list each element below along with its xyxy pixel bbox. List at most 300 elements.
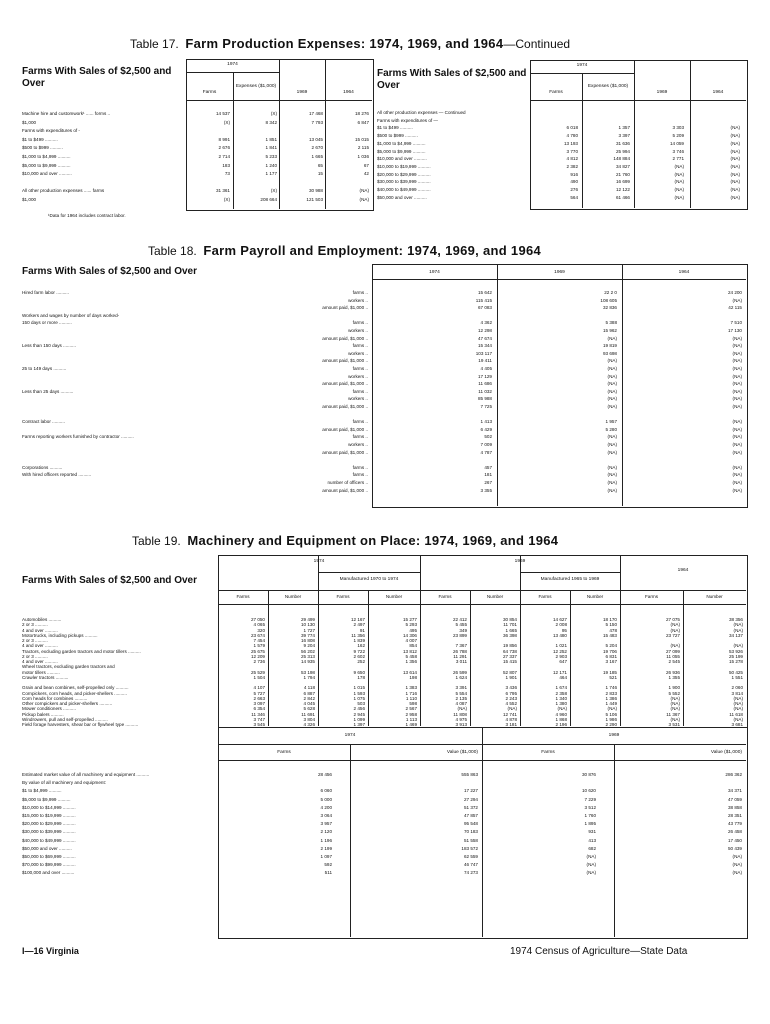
table19-value-row-label: $50,000 to $69,999 .......... <box>22 854 76 859</box>
table17-left-1964: (NA) <box>359 188 369 194</box>
table17-right-row-label: All other production expenses — Continued <box>377 110 466 115</box>
table19-cell: 2 358 <box>555 690 567 696</box>
table18-row-unit: amount paid, $1,000 .. <box>322 449 368 455</box>
table18-1974: 11 032 <box>478 388 492 394</box>
table17-right-expenses: 61 466 <box>615 194 630 200</box>
table18-1964: (NA) <box>732 449 742 455</box>
table19-cell: 26 936 <box>665 669 680 675</box>
table19-cell: 27 099 <box>665 648 680 654</box>
rule <box>420 555 421 726</box>
table19-cell: 647 <box>559 659 567 664</box>
table19-cell: 2 833 <box>605 690 617 696</box>
table19-cell: 15 415 <box>502 659 517 664</box>
table18-row-unit: workers .. <box>348 350 368 356</box>
table19-col-header: Number <box>706 594 723 599</box>
table19-cell: 11 055 <box>666 653 680 659</box>
table19-value-amount-1974: 183 572 <box>461 845 478 851</box>
table17-left-expenses: 5 233 <box>265 154 277 159</box>
table19-col-header: Farms <box>644 594 658 599</box>
table19-cell: 1 901 <box>505 674 517 680</box>
table19-cell: 4 878 <box>505 716 517 722</box>
table19-cell: 9 650 <box>353 669 365 675</box>
table19-cell: 2 008 <box>555 622 567 628</box>
table17-right-col-farms: Farms <box>549 90 563 95</box>
table17-left-col-1969: 1969 <box>296 90 308 95</box>
table19-cell: 15 277 <box>402 617 417 622</box>
table19-cell: (NA) <box>457 706 467 712</box>
table17-left-expenses: 1 177 <box>265 171 277 177</box>
table19-cell: 4 960 <box>555 711 567 717</box>
table18-1969: (NA) <box>607 442 617 447</box>
table19-value-row-label: $30,000 to $39,999 .......... <box>22 829 76 835</box>
table17-right-1969: 5 209 <box>672 133 684 139</box>
table19-cell: 23 899 <box>452 632 467 638</box>
table17-right-row-label: $1,000 to $4,999 .......... <box>377 140 426 146</box>
table19-cell: 2 842 <box>303 695 315 701</box>
table19-cell: 5 455 <box>455 622 467 628</box>
table17-left-farms: 14 537 <box>215 111 230 116</box>
table19-cell: 26 599 <box>452 669 467 675</box>
table19-value-amt-1974: Value ($1,000) <box>446 750 478 755</box>
table18-1969: (NA) <box>607 388 617 394</box>
table19-value-farms-1974: 2 120 <box>320 829 332 835</box>
table19-cell: 2 135 <box>455 695 467 701</box>
table17-left-stub-heading: Farms With Sales of $2,500 and Over <box>22 66 172 89</box>
table19-cell: 1 839 <box>353 638 365 643</box>
table19-cell: 1 716 <box>405 690 417 696</box>
table19-cell: (NA) <box>733 701 743 706</box>
table19-value-amount-1974: 62 559 <box>463 854 478 859</box>
table17-left-row-label: $1 to $499 .......... <box>22 136 58 142</box>
table17-left-farms: (X) <box>223 119 230 125</box>
table19-value-row-label: $70,000 to $99,999 .......... <box>22 862 76 868</box>
table19-cell: 521 <box>609 674 617 680</box>
table19-value-amt-1969: Value ($1,000) <box>710 750 742 755</box>
table18-1969: 108 605 <box>600 297 617 303</box>
table17-right-expenses: 3 397 <box>618 133 630 139</box>
table17-left-farms: 31 361 <box>215 188 230 194</box>
table19-cell: 2 497 <box>353 622 365 628</box>
table18-1964: (NA) <box>732 350 742 356</box>
table17-right-1969: (NA) <box>674 171 684 177</box>
table19-stub-heading: Farms With Sales of $2,500 and Over <box>22 575 197 586</box>
table18-row-unit: workers .. <box>348 328 368 333</box>
table17-heading: Farm Production Expenses: 1974, 1969, and 1964 <box>185 36 504 51</box>
table18-1974: 181 <box>484 472 492 478</box>
table19-value-farms-1974: 3 957 <box>320 821 332 827</box>
table19-value-row-label: $100,000 and over .......... <box>22 870 75 876</box>
table18-row-unit: farms .. <box>352 388 368 394</box>
table18-1964: (NA) <box>732 381 742 387</box>
table17-right-1969: (NA) <box>674 194 684 200</box>
table19-cell: 1 356 <box>405 659 417 664</box>
table19-cell: (NA) <box>607 706 617 712</box>
table17-left-1964: 18 276 <box>354 111 369 116</box>
table19-row-label: Tractors, excluding garden tractors and motor tillers .......... <box>22 648 141 654</box>
table19-cell: 1 015 <box>353 685 365 691</box>
table19-cell: 5 458 <box>405 653 417 659</box>
table19-cell: (NA) <box>670 706 680 712</box>
table19-value-amount-1974: 74 273 <box>463 870 478 876</box>
table18-1969: (NA) <box>607 396 617 402</box>
table18-1969: 93 698 <box>602 350 617 356</box>
table17-left-farms: 8 991 <box>218 136 230 142</box>
table17-right-row-label: $10,000 and over .......... <box>377 156 427 162</box>
table19-cell: (NA) <box>733 706 743 712</box>
table19-cell: 2 545 <box>668 659 680 664</box>
table17-left-1969: 1 665 <box>311 154 323 159</box>
table18-heading: Farm Payroll and Employment: 1974, 1969, and 1964 <box>203 243 542 258</box>
table17-left-row-label: $5,000 to $9,999 .......... <box>22 162 71 168</box>
table19-row-label: Automobiles .......... <box>22 617 62 622</box>
table18-1969: 5 388 <box>605 320 617 326</box>
table17-left-expenses: (X) <box>270 188 277 194</box>
table19-cell: 854 <box>409 643 417 649</box>
table18-1974: 7 725 <box>480 404 492 409</box>
table19-cell: 4 065 <box>253 622 265 628</box>
table19-cell: 23 727 <box>665 632 680 638</box>
table19-value-row-label: $40,000 to $49,999 .......... <box>22 837 76 843</box>
table19-cell: 25 529 <box>250 669 265 675</box>
table19-cell: 1 900 <box>668 685 680 691</box>
table18-1974: 11 686 <box>478 381 492 387</box>
table17-right-row-label: Farms with expenditures of — <box>377 117 439 123</box>
table19-value-farms-1969: 931 <box>588 829 596 835</box>
table19-cell: 464 <box>559 674 567 680</box>
table18-1974: 457 <box>484 464 492 470</box>
table19-value-row-label: Estimated market value of all machinery and equipment .......... <box>22 772 150 777</box>
table19-value-amount-1974: 17 227 <box>463 788 478 794</box>
table18-col-1974: 1974 <box>429 270 440 275</box>
table18-1974: 3 355 <box>480 487 492 493</box>
table18-row-label: 25 to 149 days .......... <box>22 366 67 371</box>
table17-right-year: 1974 <box>576 63 588 68</box>
table19-cell: 5 628 <box>303 706 315 712</box>
table19-cell: 3 814 <box>731 690 743 696</box>
table19-value-amount-1969: 28 351 <box>727 813 742 818</box>
table19-value-farms-1969: 10 620 <box>581 788 596 794</box>
table18-row-unit: workers .. <box>348 442 368 447</box>
table19-cell: 3 181 <box>505 722 517 727</box>
table17-right-row-label: $5,000 to $9,999 .......... <box>377 148 426 154</box>
table19-cell: 1 340 <box>555 695 567 701</box>
table19-cell: 7 367 <box>455 643 467 649</box>
rule <box>620 555 621 726</box>
table19-row-label: 2 or 3 .......... <box>22 653 48 659</box>
table18-1964: (NA) <box>732 388 742 394</box>
table18-1964: (NA) <box>732 404 742 409</box>
table19-cell: 27 050 <box>250 617 265 622</box>
table18-row-unit: farms .. <box>352 343 368 349</box>
table19-label: Table 19. <box>132 534 181 548</box>
table17-right-1964: (NA) <box>730 148 740 154</box>
table19-cell: 50 425 <box>728 669 743 675</box>
table19-value-farms-1969: 682 <box>588 845 596 851</box>
table19-cell: (NA) <box>670 716 680 722</box>
table19-cell: 1 397 <box>353 722 365 727</box>
table19-row-label: motor tillers .......... <box>22 669 60 675</box>
table19-cell: 4 007 <box>405 638 417 643</box>
table17-right-farms: 564 <box>570 194 578 200</box>
table19-cell: 12 209 <box>250 653 265 659</box>
table17-left-1969: 65 <box>317 162 323 168</box>
table18-1964: (NA) <box>732 442 742 447</box>
table19-row-label: 4 and over .......... <box>22 627 58 633</box>
table17-left-expenses: 1 240 <box>265 162 277 168</box>
table19-cell: 503 <box>357 701 365 706</box>
table18-1964: (NA) <box>732 434 742 440</box>
table18-row-unit: farms .. <box>352 472 368 478</box>
table17-left-farms: 73 <box>224 171 230 177</box>
table17-right-farms: 6 018 <box>566 125 578 131</box>
table19-cell: 2 290 <box>605 722 617 727</box>
table19-cell: 1 075 <box>353 695 365 701</box>
table17-right-farms: 4 812 <box>566 156 578 162</box>
table17-right-farms: 4 780 <box>566 133 578 139</box>
table17-right-farms: 276 <box>570 187 578 192</box>
table19-cell: (NA) <box>670 622 680 628</box>
table19-row-label: Grain and bean combines, self-propelled only .......... <box>22 685 129 691</box>
table18-1974: 103 117 <box>475 350 492 356</box>
table17-footnote: ¹Data for 1964 includes contract labor. <box>48 213 126 218</box>
table18-1964: 24 200 <box>727 290 742 295</box>
table17-left-farms: 183 <box>222 162 230 168</box>
table17-continued: —Continued <box>503 37 571 51</box>
table19-value-row-label: By value of all machinery and equipment: <box>22 780 107 786</box>
table19-cell: 3 436 <box>505 685 517 691</box>
table19-cell: 10 130 <box>300 622 315 628</box>
rule <box>279 59 280 209</box>
table19-cell: 36 398 <box>502 632 517 638</box>
table17-right-expenses: 34 827 <box>615 163 630 169</box>
table19-cell: 6 887 <box>303 690 315 696</box>
table19-cell: 2 663 <box>253 695 265 701</box>
table19-value-farms-1974: 28 456 <box>317 772 332 777</box>
table19-cell: 3 097 <box>253 701 265 706</box>
table19-cell: 2 196 <box>555 722 567 727</box>
table19-cell: 1 380 <box>555 701 567 706</box>
table17-left-1964: 6 847 <box>357 119 369 125</box>
table19-col-header: Number <box>586 594 604 599</box>
table19-cell: (NA) <box>670 643 680 649</box>
table17-left-row-label: $10,000 and over .......... <box>22 171 72 177</box>
table19-cell: 1 099 <box>353 716 365 722</box>
table18-1969: (NA) <box>607 464 617 470</box>
table18-1969: (NA) <box>607 358 617 364</box>
table17-left-1964: 15 015 <box>354 136 369 142</box>
table17-right-1964: (NA) <box>730 140 740 146</box>
table19-cell: 4 118 <box>303 685 315 691</box>
table18-1964: (NA) <box>732 396 742 402</box>
table18-1964: (NA) <box>732 366 742 371</box>
table19-cell: (NA) <box>507 706 517 712</box>
table18-1969: (NA) <box>607 487 617 493</box>
table17-right-row-label: $30,000 to $39,999 .......... <box>377 179 431 185</box>
table19-cell: (NA) <box>670 701 680 706</box>
table19-cell: 25 199 <box>728 653 743 659</box>
table17-right-expenses: 21 760 <box>615 171 630 177</box>
rule <box>570 590 571 726</box>
table19-cell: 5 293 <box>405 622 417 628</box>
table17-right-1969: 3 746 <box>672 148 684 154</box>
table19-cell: 3 531 <box>668 722 680 727</box>
table19-cell: 53 926 <box>728 648 743 654</box>
table19-cell: 4 326 <box>303 722 315 727</box>
table19-value-row-label: $1 to $4,999 .......... <box>22 788 62 794</box>
page-footer-right: 1974 Census of Agriculture—State Data <box>510 946 688 957</box>
table17-label: Table 17. <box>130 37 179 51</box>
table17-right-col-1969: 1969 <box>656 90 668 95</box>
table19-cell: 13 812 <box>402 648 417 654</box>
table17-left-farms: 2 714 <box>218 154 230 159</box>
table17-right-col-expenses: Expenses ($1,000) <box>587 84 629 89</box>
table19-value-farms-1974: 3 064 <box>320 813 332 818</box>
table19-cell: 12 741 <box>502 711 517 717</box>
table19-cell: 178 <box>357 674 365 680</box>
table19-col-header: Number <box>284 594 302 599</box>
table18-1969: 15 962 <box>602 328 617 333</box>
table18-1974: 267 <box>484 480 492 485</box>
table18-1964: (NA) <box>732 487 742 493</box>
table19-value-amount-1969: 47 059 <box>727 796 742 802</box>
table19-cell: 11 618 <box>729 711 743 717</box>
table19-col-header: Number <box>486 594 504 599</box>
table19-cell: 16 808 <box>300 638 315 643</box>
table19-value-amount-1974: 51 372 <box>463 804 478 810</box>
table18-1974: 4 405 <box>480 366 492 371</box>
table19-cell: 1 746 <box>605 685 617 691</box>
table17-right-1964: (NA) <box>730 125 740 131</box>
table19-row-label: Field forage harvesters, shear bar or flywheel type .......... <box>22 722 139 727</box>
table19-value-farms-1969: (NA) <box>586 854 596 859</box>
table19-value-farms-1969: 1 760 <box>584 813 596 818</box>
table19-col-header: Farms <box>336 594 350 599</box>
table17-left-col-1964: 1964 <box>343 90 354 95</box>
table18-row-label: Corporations .......... <box>22 464 63 470</box>
table19-cell: 1 593 <box>353 690 365 696</box>
table19-col-header: Farms <box>438 594 452 599</box>
table19-cell: 495 <box>409 627 417 633</box>
table17-right-farms: 2 382 <box>566 163 578 169</box>
rule <box>497 264 498 506</box>
table19-value-farms-1974: 6 060 <box>320 788 332 794</box>
table18-1964: 42 115 <box>728 305 742 311</box>
table17-right-1964: (NA) <box>730 156 740 162</box>
table19-value-farms-1974: 4 200 <box>320 804 332 810</box>
table19-cell: 11 701 <box>503 622 517 628</box>
table19-cell: 18 170 <box>602 617 617 622</box>
table19-cell: 162 <box>357 643 365 649</box>
table19-cell: 11 367 <box>666 711 680 717</box>
table19-cell: (NA) <box>670 627 680 633</box>
table18-1964: (NA) <box>732 480 742 485</box>
table18-row-unit: amount paid, $1,000 .. <box>322 404 368 409</box>
table19-cell: 1 021 <box>555 643 567 649</box>
rule <box>520 572 620 573</box>
table18-1974: 4 787 <box>480 449 492 455</box>
table18-row-label: Workers and wages by number of days worked- <box>22 312 120 318</box>
table19-value-amount-1974: 51 558 <box>463 837 478 843</box>
table19-col-1969: 1969 <box>514 559 526 564</box>
table19-cell: 19 185 <box>602 669 617 675</box>
table19-row-label: Other cornpickers and picker-shellers .......... <box>22 701 113 706</box>
table19-col-header: Number <box>385 594 403 599</box>
table17-left-row-label: $1,000 <box>22 119 37 125</box>
table19-value-amount-1974: 47 857 <box>463 813 478 818</box>
table18-1969: (NA) <box>607 335 617 341</box>
table19-value-row-label: $20,000 to $29,999 .......... <box>22 821 76 827</box>
table19-cell: (NA) <box>557 706 567 712</box>
table19-title <box>132 533 558 548</box>
table18-1969: (NA) <box>607 381 617 387</box>
table17-left-expenses: 1 841 <box>265 145 277 151</box>
table19-cell: 64 738 <box>502 648 517 654</box>
table19-value-amount-1974: 27 294 <box>463 796 478 802</box>
table17-left-1969: 7 793 <box>311 119 323 125</box>
table17-right-1964: (NA) <box>730 171 740 177</box>
table18-1969: (NA) <box>607 434 617 440</box>
table17-left-col-expenses: Expenses ($1,000) <box>235 84 277 89</box>
table19-cell: 14 935 <box>300 659 315 664</box>
table17-left-farms: (X) <box>223 197 230 202</box>
rule <box>614 744 615 937</box>
table17-right-1969: (NA) <box>674 187 684 192</box>
table18-row-unit: amount paid, $1,000 .. <box>322 426 368 432</box>
table19-cell: 14 306 <box>402 632 417 638</box>
table19-cell: 598 <box>409 701 417 706</box>
table17-right-col-1964: 1964 <box>712 90 724 95</box>
table18-row-unit: amount paid, $1,000 .. <box>322 358 368 364</box>
rule <box>470 590 471 726</box>
table19-cell: 4 107 <box>253 685 265 691</box>
table19-cell: 15 278 <box>728 659 743 664</box>
table18-1969: 5 280 <box>605 426 617 432</box>
table19-cell: 3 011 <box>455 659 467 664</box>
table17-left-1969: 17 468 <box>308 111 323 116</box>
table17-left-1969: 121 503 <box>306 197 323 202</box>
table18-row-unit: farms .. <box>352 434 368 440</box>
table18-row-unit: workers .. <box>348 297 368 303</box>
table19-value-farms-1969: (NA) <box>586 862 596 868</box>
table17-right-expenses: 16 699 <box>615 179 630 185</box>
table19-cell: 1 727 <box>303 627 315 633</box>
table17-right-expenses: 31 636 <box>615 140 630 146</box>
rule <box>622 264 623 506</box>
table19-cell: 19 856 <box>502 643 517 649</box>
table18-1964: 17 130 <box>727 328 742 333</box>
table18-1964: (NA) <box>732 464 742 470</box>
table19-cell: 4 087 <box>455 701 467 706</box>
table19-value-farms-1969: (NA) <box>586 870 596 876</box>
table19-cell: 11 356 <box>351 632 365 638</box>
table18-1969: (NA) <box>607 472 617 478</box>
table19-cell: 3 545 <box>253 722 265 727</box>
table17-left-1964: (NA) <box>359 197 369 202</box>
table18-1974: 15 642 <box>477 290 492 295</box>
rule <box>218 590 746 591</box>
table19-cell: 3 681 <box>731 722 743 727</box>
table17-left-row-label: All other production expenses ...... farms <box>22 188 105 194</box>
table19-value-row-label: $5,000 to $9,999 .......... <box>22 796 71 802</box>
table17-right-1964: (NA) <box>730 194 740 200</box>
table19-cell: (NA) <box>733 622 743 628</box>
table17-right-row-label: $1 to $499 .......... <box>377 125 413 131</box>
table18-1974: 19 411 <box>478 358 492 364</box>
table19-cell: 27 337 <box>502 653 517 659</box>
table17-left-1964: 2 115 <box>357 145 369 151</box>
table19-cell: 30 854 <box>502 617 517 622</box>
table19-cell: 2 945 <box>353 711 365 717</box>
